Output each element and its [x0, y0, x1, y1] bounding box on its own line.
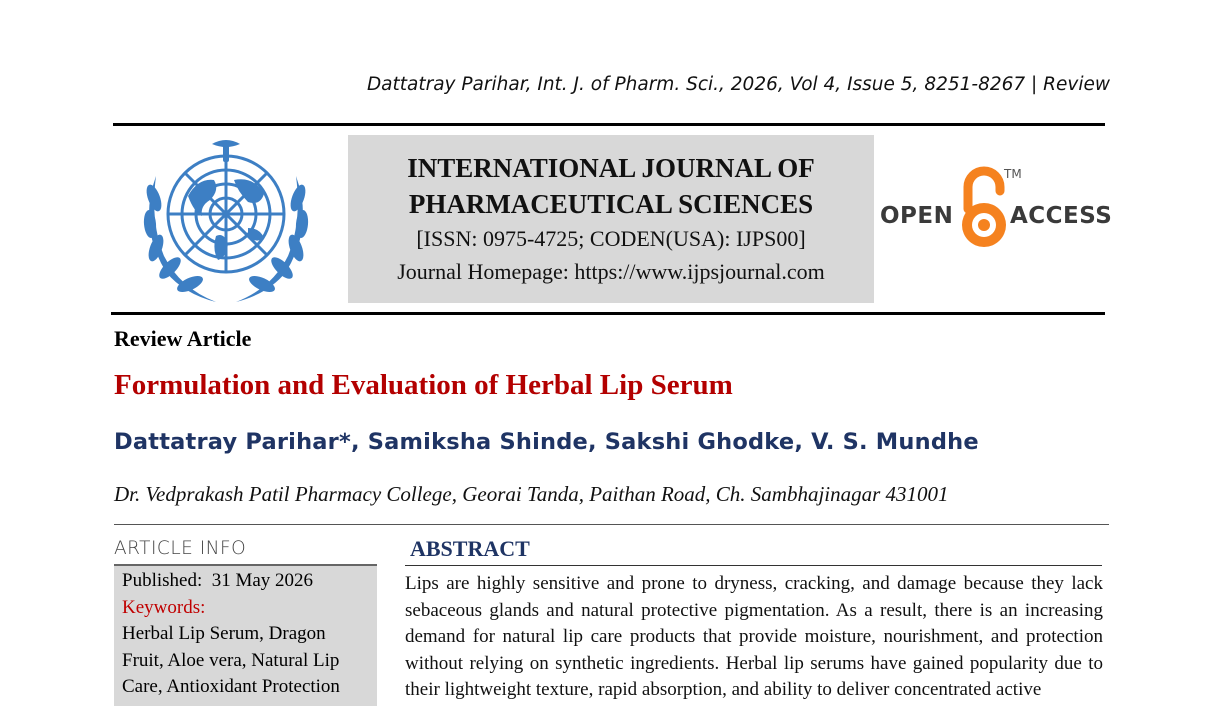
article-info-box: [114, 566, 377, 706]
open-access-logo: [880, 165, 1113, 255]
article-info-heading: ARTICLE INFO: [114, 538, 247, 559]
author-list: Dattatray Parihar*, Samiksha Shinde, Sakshi Ghodke, V. S. Mundhe: [114, 429, 979, 455]
keywords-label: Keywords:: [122, 596, 206, 618]
journal-homepage: Journal Homepage: https://www.ijpsjournal.com: [397, 259, 825, 284]
trademark-mark: TM: [1004, 167, 1022, 181]
open-access-open-text: OPEN: [880, 203, 954, 229]
published-label: Published:: [122, 570, 203, 591]
header-rule-bottom: [111, 312, 1105, 315]
open-access-access-text: ACCESS: [1010, 203, 1113, 229]
article-type: Review Article: [114, 326, 252, 351]
section-divider: [114, 524, 1109, 525]
journal-issn: [ISSN: 0975-4725; CODEN(USA): IJPS00]: [416, 226, 806, 251]
journal-name-line1: INTERNATIONAL JOURNAL OF: [407, 153, 815, 183]
published-row: [122, 568, 377, 595]
abstract-text: Lips are highly sensitive and prone to dryness, cracking, and damage because they lack sebaceous glands and natural protective pigmentation. As a result, there is an increasing demand for natural lip care products that provide moisture, nourishment, and protection without relying on synthetic ingredients. Herbal lip serums have gained popularity due to their lightweight texture, rapid absorption, and ability to deliver concentrated active: [405, 573, 1103, 700]
abstract-rule: [405, 565, 1102, 566]
keywords-line-1: Herbal Lip Serum, Dragon: [122, 623, 326, 644]
author-affiliation: Dr. Vedprakash Patil Pharmacy College, Georai Tanda, Paithan Road, Ch. Sambhajinagar 431001: [114, 482, 949, 506]
journal-name-line2: PHARMACEUTICAL SCIENCES: [408, 189, 814, 219]
published-date: 31 May 2026: [211, 570, 314, 591]
header-rule-top: [113, 123, 1105, 126]
keywords-line-2: Fruit, Aloe vera, Natural Lip: [122, 649, 340, 671]
paper-title: Formulation and Evaluation of Herbal Lip Serum: [114, 369, 733, 401]
journal-emblem-logo: [126, 136, 326, 306]
abstract-heading: ABSTRACT: [410, 536, 530, 561]
journal-title-box: [348, 135, 874, 303]
citation-header: Dattatray Parihar, Int. J. of Pharm. Sci., 2026, Vol 4, Issue 5, 8251-8267 | Review: [366, 74, 1110, 95]
keywords-line-3: Care, Antioxidant Protection: [122, 676, 340, 697]
